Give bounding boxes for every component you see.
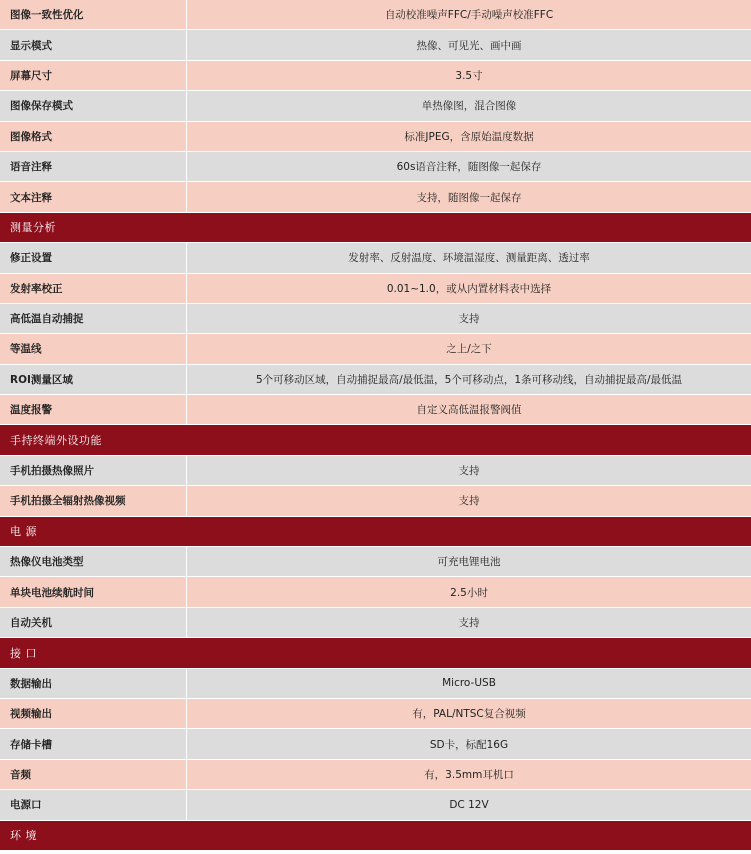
spec-value: 有，3.5mm耳机口 [424,768,514,781]
spec-value: 5个可移动区域，自动捕捉最高/最低温，5个可移动点，1条可移动线，自动捕捉最高/最低温 [255,373,683,386]
spec-label: 等温线 [0,334,187,363]
spec-row [0,547,751,577]
spec-row [0,91,751,121]
section-title: 测量分析 [10,221,56,235]
spec-label: 音频 [0,760,187,789]
spec-row [0,30,751,60]
spec-label: 图像保存模式 [0,91,187,120]
spec-value: 0.01~1.0，或从内置材料表中选择 [386,282,552,295]
spec-row [0,699,751,729]
spec-value: 热像、可见光、画中画 [416,39,522,52]
spec-label: 手机拍摄热像照片 [0,456,187,485]
section-title: 手持终端外设功能 [10,434,102,448]
spec-row [0,334,751,364]
spec-row [0,729,751,759]
spec-label: 自动关机 [0,608,187,637]
spec-value: 3.5寸 [455,69,483,82]
section-header [0,425,751,455]
spec-row [0,760,751,790]
spec-row [0,274,751,304]
section-header [0,638,751,668]
spec-label: 高低温自动捕捉 [0,304,187,333]
spec-value: 2.5小时 [450,586,488,599]
section-header [0,517,751,547]
spec-label: 语音注释 [0,152,187,181]
spec-row [0,790,751,820]
spec-row [0,456,751,486]
spec-value: 发射率、反射温度、环境温湿度、测量距离、透过率 [348,252,590,265]
spec-value: 单热像图，混合图像 [421,100,517,113]
spec-row [0,152,751,182]
spec-label: 修正设置 [0,243,187,272]
spec-value: Micro-USB [442,677,496,690]
spec-row [0,395,751,425]
section-title: 电 源 [10,525,37,539]
section-header [0,213,751,243]
spec-value: 之上/之下 [446,343,492,356]
spec-value: 支持，随图像一起保存 [416,191,522,204]
spec-value: 支持 [458,465,480,478]
spec-label: 手机拍摄全辐射热像视频 [0,486,187,515]
spec-row [0,0,751,30]
spec-label: 图像一致性优化 [0,0,187,29]
spec-row [0,122,751,152]
spec-row [0,365,751,395]
spec-row [0,669,751,699]
spec-row [0,243,751,273]
spec-label: 数据输出 [0,669,187,698]
spec-label: 温度报警 [0,395,187,424]
spec-value: 自定义高低温报警阀值 [416,404,522,417]
spec-row [0,608,751,638]
spec-row [0,61,751,91]
spec-label: ROI测量区域 [0,365,187,394]
spec-label: 图像格式 [0,122,187,151]
section-title: 接 口 [10,646,37,660]
spec-label: 文本注释 [0,182,187,211]
spec-label: 电源口 [0,790,187,819]
spec-label: 视频输出 [0,699,187,728]
spec-value: 标准JPEG，含原始温度数据 [404,130,534,143]
section-header [0,821,751,851]
spec-value: 可充电锂电池 [437,556,501,569]
spec-row [0,577,751,607]
spec-value: 支持 [458,617,480,629]
section-title: 环 境 [10,829,37,843]
spec-label: 单块电池续航时间 [0,577,187,606]
spec-value: 支持 [458,495,480,508]
spec-value: SD卡，标配16G [429,738,509,751]
spec-label: 屏幕尺寸 [0,61,187,90]
spec-value: 支持 [458,313,480,326]
spec-label: 显示模式 [0,30,187,59]
spec-label: 发射率校正 [0,274,187,303]
spec-row [0,182,751,212]
spec-label: 存储卡槽 [0,729,187,758]
spec-value: DC 12V [449,798,489,811]
spec-row [0,304,751,334]
spec-value: 有，PAL/NTSC复合视频 [412,708,526,721]
spec-value: 自动校准噪声FFC/手动噪声校准FFC [384,9,554,22]
spec-label: 热像仪电池类型 [0,547,187,576]
spec-value: 60s语音注释，随图像一起保存 [396,161,542,174]
spec-row [0,486,751,516]
